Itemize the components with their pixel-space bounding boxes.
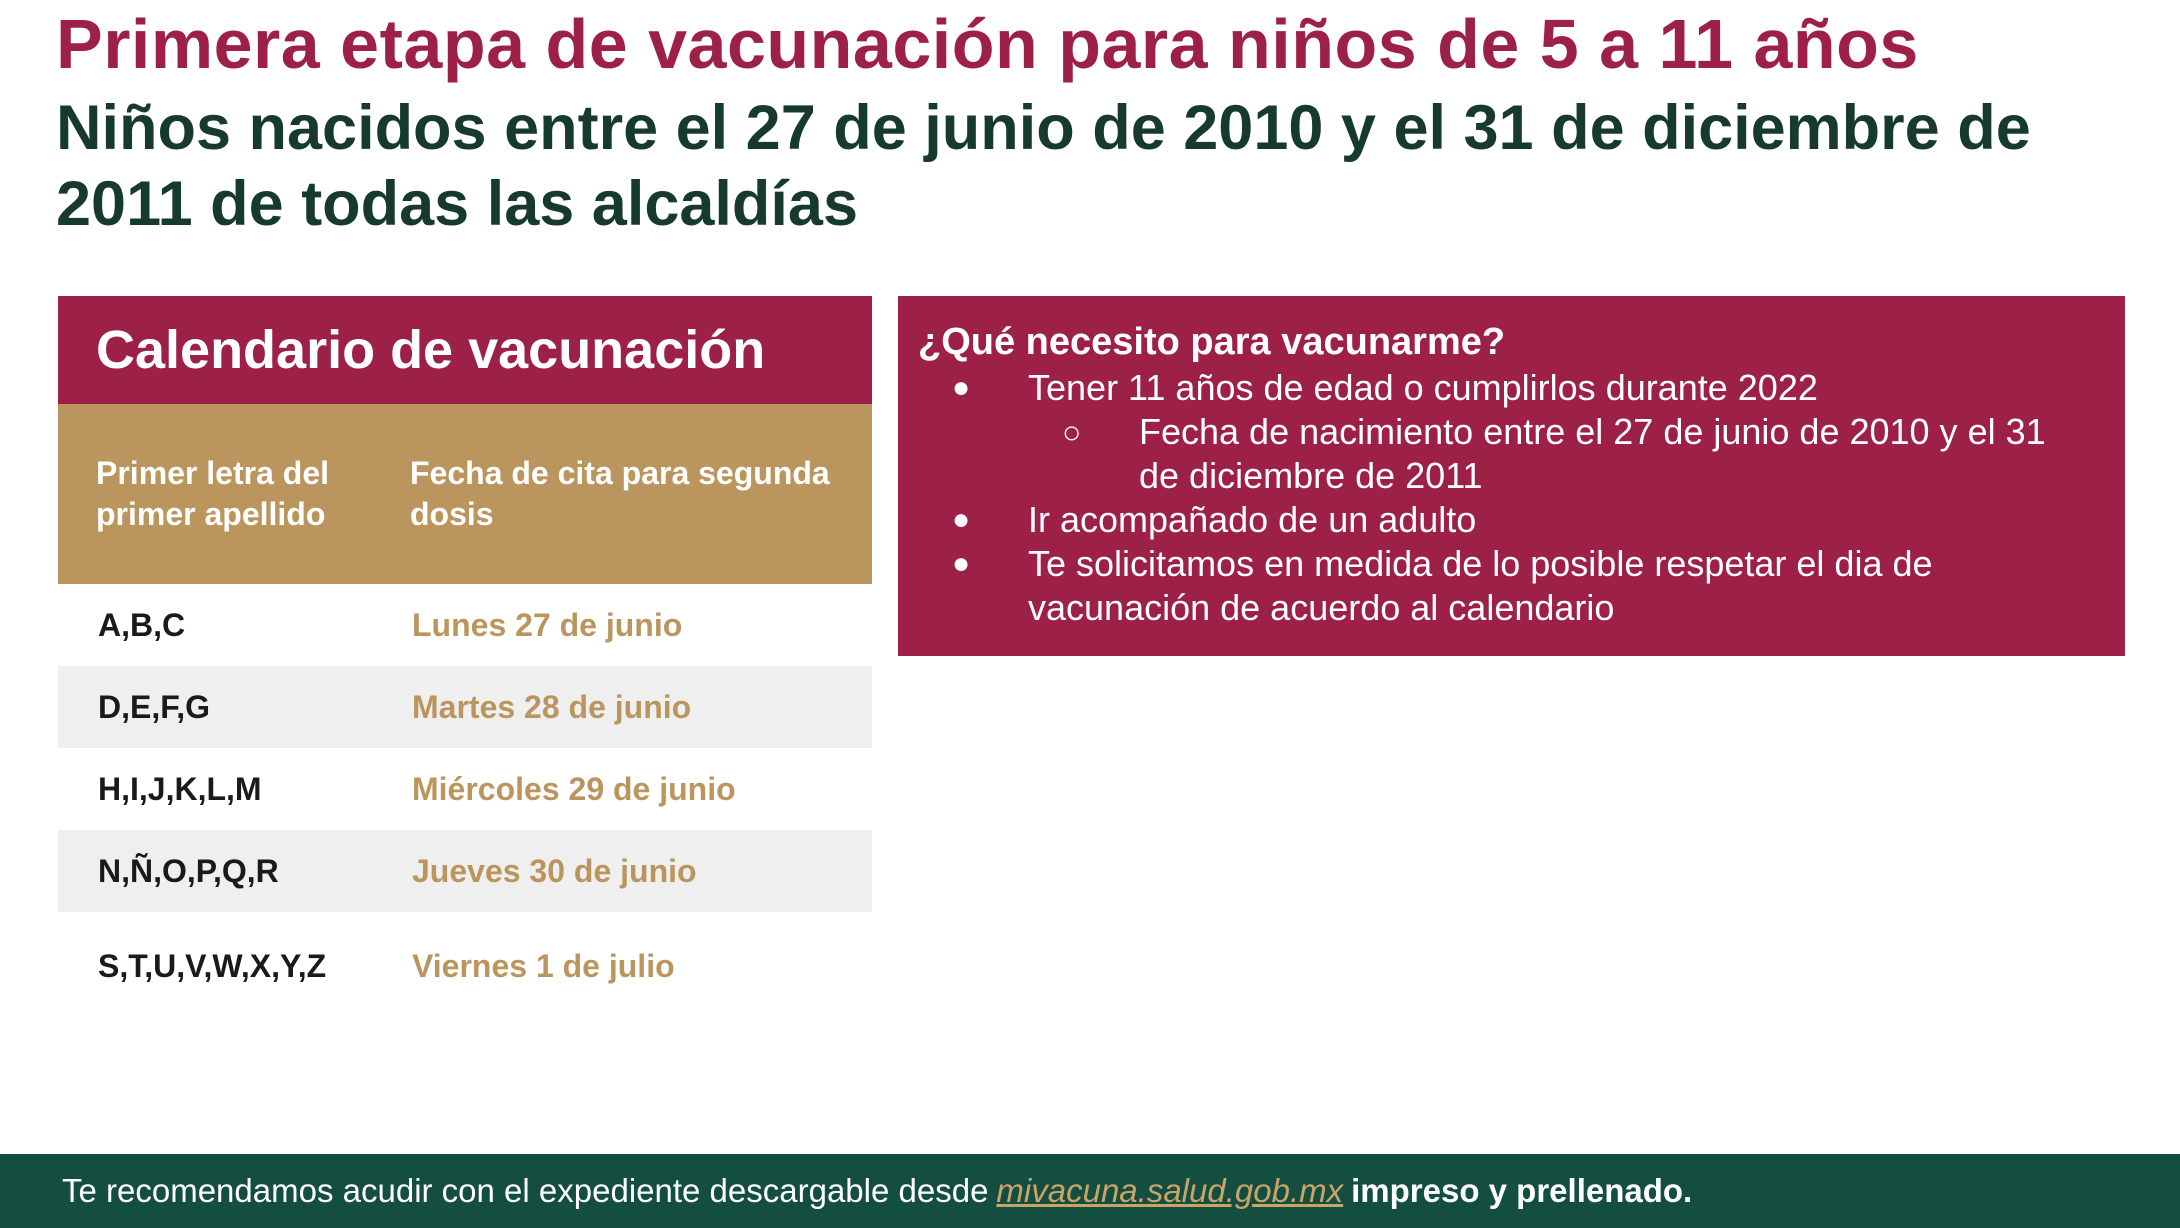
- row-date: Miércoles 29 de junio: [412, 770, 736, 807]
- table-row: [58, 748, 872, 830]
- list-item-text: Fecha de nacimiento entre el 27 de junio de 2010 y el 31 de diciembre de 2011: [1139, 411, 2046, 496]
- footer-banner: [0, 1154, 2180, 1228]
- table-row: [58, 830, 872, 912]
- row-date: Lunes 27 de junio: [412, 606, 683, 643]
- list-item: [918, 366, 2105, 410]
- footer-text: Te recomendamos acudir con el expediente descargable desde: [62, 1172, 989, 1209]
- page-title: Primera etapa de vacunación para niños de 5 a 11 años: [56, 5, 1919, 83]
- list-item-text: Tener 11 años de edad o cumplirlos durante 2022: [1028, 367, 1818, 408]
- row-letters: N,Ñ,O,P,Q,R: [98, 852, 279, 889]
- row-letters: A,B,C: [98, 606, 186, 643]
- bullet-icon: ●: [952, 503, 971, 536]
- table-row: [58, 666, 872, 748]
- list-item-text: Te solicitamos en medida de lo posible respetar el dia de vacunación de acuerdo al calendario: [1028, 543, 1933, 628]
- row-letters: D,E,F,G: [98, 688, 211, 725]
- column-header-date: Fecha de cita para segunda dosis: [410, 455, 830, 532]
- bullet-icon: ●: [952, 371, 971, 404]
- circle-bullet-icon: ○: [1062, 414, 1082, 450]
- row-date: Jueves 30 de junio: [412, 852, 697, 889]
- column-header-letter: Primer letra del primer apellido: [96, 455, 329, 532]
- bullet-icon: ●: [952, 547, 971, 580]
- calendar-column-headers: [58, 404, 872, 584]
- expediente-link[interactable]: mivacuna.salud.gob.mx: [996, 1172, 1344, 1209]
- vaccination-calendar: [58, 296, 872, 1020]
- table-row: [58, 584, 872, 666]
- calendar-heading: Calendario de vacunación: [58, 296, 872, 404]
- list-item: [918, 498, 2105, 542]
- row-date: Martes 28 de junio: [412, 688, 692, 725]
- list-item: [918, 410, 2105, 498]
- table-row: [58, 912, 872, 1020]
- row-letters: H,I,J,K,L,M: [98, 770, 262, 807]
- row-letters: S,T,U,V,W,X,Y,Z: [98, 947, 327, 984]
- row-date: Viernes 1 de julio: [412, 947, 675, 984]
- list-item-text: Ir acompañado de un adulto: [1028, 499, 1477, 540]
- page-subtitle: Niños nacidos entre el 27 de junio de 2010 y el 31 de diciembre de 2011 de todas las alcaldías: [56, 93, 2031, 239]
- requirements-title: ¿Qué necesito para vacunarme?: [918, 321, 1506, 363]
- requirements-panel: [898, 296, 2125, 656]
- list-item: [918, 542, 2105, 630]
- requirements-list: [918, 366, 2105, 630]
- footer-emphasis: impreso y prellenado.: [1351, 1172, 1693, 1209]
